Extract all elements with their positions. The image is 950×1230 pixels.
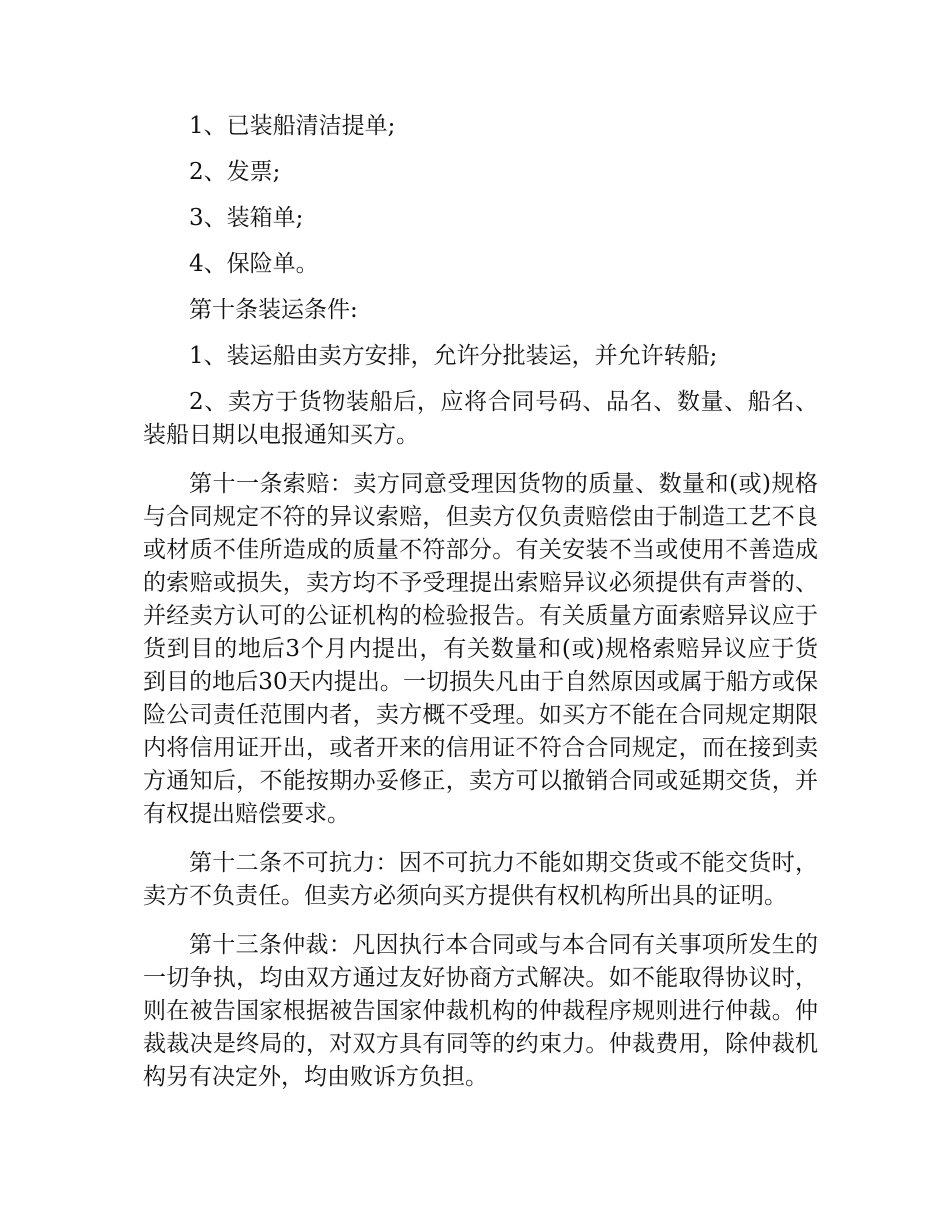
document-body xyxy=(143,110,818,1110)
list-item-insurance-policy: 4、保险单。 xyxy=(189,251,319,277)
list-item-bill-of-lading: 1、已装船清洁提单; xyxy=(189,113,396,139)
article-11-claims: 第十一条索赔：卖方同意受理因货物的质量、数量和(或)规格与合同规定不符的异议索赔，但卖方仅负责赔偿由于制造工艺不良或材质不佳所造成的质量不符部分。有关安装不当或使用不善造成的索赔或损失，卖方均不予受理提出索赔异议必须提供有声誉的、并经卖方认可的公证机构的检验报告。有关质量方面索赔异议应于货到目的地后3个月内提出，有关数量和(或)规格索赔异议应于货到目的地后30天内提出。一切损失凡由于自然原因或属于船方或保险公司责任范围内者，卖方概不受理。如买方不能在合同规定期限内将信用证开出，或者开来的信用证不符合合同规定，而在接到卖方通知后，不能按期办妥修正，卖方可以撤销合同或延期交货，并有权提出赔偿要求。 xyxy=(143,471,818,827)
article-10-clause-2: 2、卖方于货物装船后，应将合同号码、品名、数量、船名、装船日期以电报通知买方。 xyxy=(143,389,818,448)
article-12-force-majeure: 第十二条不可抗力：因不可抗力不能如期交货或不能交货时，卖方不负责任。但卖方必须向买方提供有权机构所出具的证明。 xyxy=(143,850,818,909)
list-item-packing-list: 3、装箱单; xyxy=(189,205,304,231)
article-10-clause-1: 1、装运船由卖方安排，允许分批装运，并允许转船; xyxy=(189,343,718,369)
article-10-heading: 第十条装运条件: xyxy=(189,297,358,323)
list-item-invoice: 2、发票; xyxy=(189,159,281,185)
article-13-arbitration: 第十三条仲裁：凡因执行本合同或与本合同有关事项所发生的一切争执，均由双方通过友好协商方式解决。如不能取得协议时，则在被告国家根据被告国家仲裁机构的仲裁程序规则进行仲裁。仲裁裁决是终局的，对双方具有同等的约束力。仲裁费用，除仲裁机构另有决定外，均由败诉方负担。 xyxy=(143,932,818,1090)
